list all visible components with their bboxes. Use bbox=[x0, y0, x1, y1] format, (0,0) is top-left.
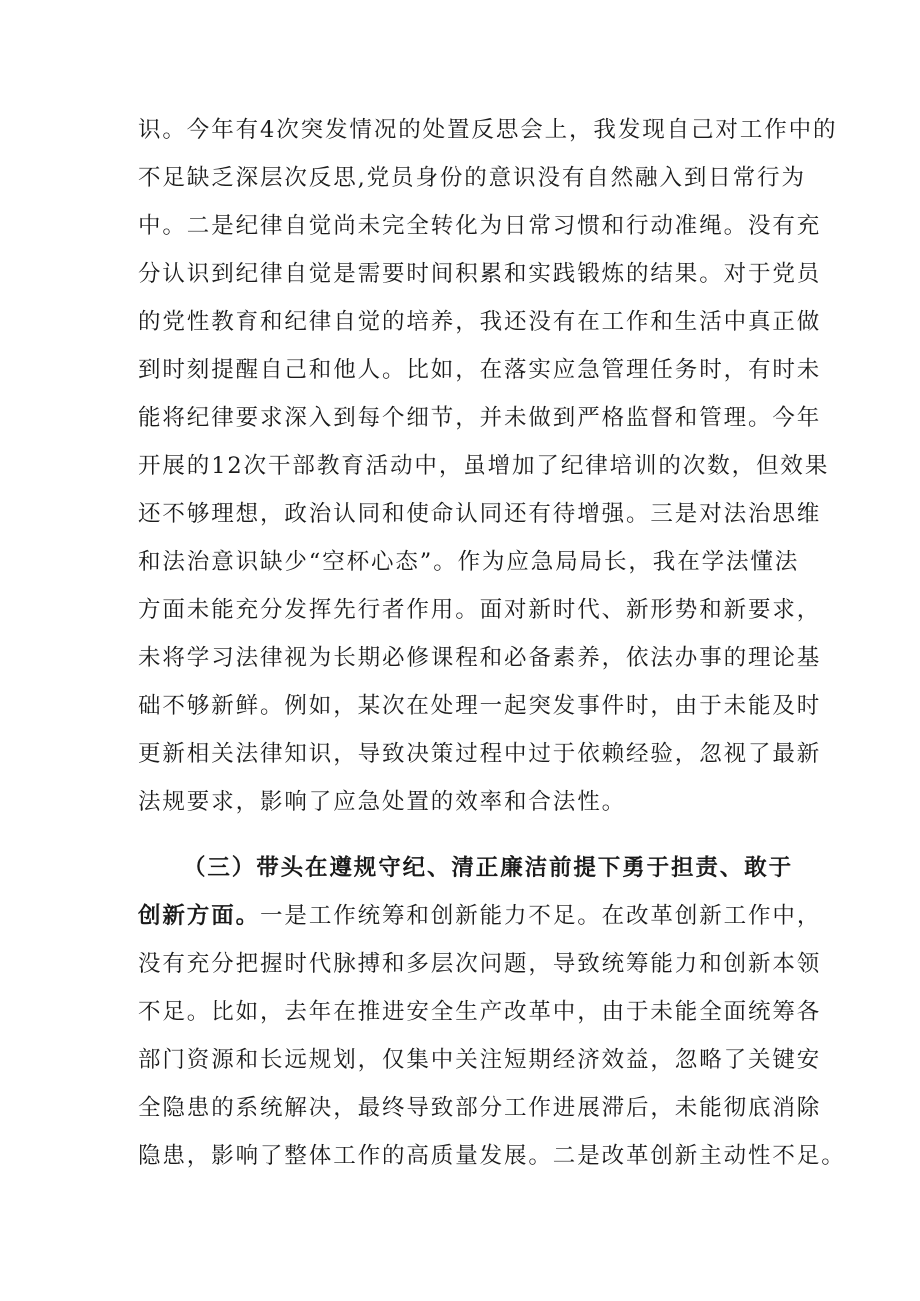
section-heading: （三）带头在遵规守纪、清正廉洁前提下勇于担责、敢于 bbox=[183, 855, 794, 881]
section-heading-continued bbox=[138, 899, 822, 933]
paragraph-line: 隐患，影响了整体工作的高质量发展。二是改革创新主动性不足。 bbox=[138, 1143, 846, 1169]
paragraph-line: 分认识到纪律自觉是需要时间积累和实践锻炼的结果。对于党员 bbox=[138, 261, 822, 287]
paragraph-line: 识。今年有4次突发情况的处置反思会上，我发现自己对工作中的 bbox=[138, 117, 838, 143]
paragraph-line: 更新相关法律知识，导致决策过程中过于依赖经验，忽视了最新 bbox=[138, 741, 822, 767]
section-heading-end: 创新方面。 bbox=[138, 903, 261, 929]
paragraph-line: 开展的12次干部教育活动中，虽增加了纪律培训的次数，但效果 bbox=[138, 453, 830, 479]
paragraph-line: 未将学习法律视为长期必修课程和必备素养，依法办事的理论基 bbox=[138, 645, 822, 671]
paragraph-line: 全隐患的系统解决，最终导致部分工作进展滞后，未能彻底消除 bbox=[138, 1095, 822, 1121]
paragraph-line: 方面未能充分发挥先行者作用。面对新时代、新形势和新要求， bbox=[138, 597, 822, 623]
paragraph-line: 部门资源和长远规划，仅集中关注短期经济效益，忽略了关键安 bbox=[138, 1047, 822, 1073]
paragraph-line: 不足缺乏深层次反思,党员身份的意识没有自然融入到日常行为 bbox=[138, 165, 806, 191]
paragraph-line: 能将纪律要求深入到每个细节，并未做到严格监督和管理。今年 bbox=[138, 405, 822, 431]
paragraph-line: 础不够新鲜。例如，某次在处理一起突发事件时，由于未能及时 bbox=[138, 693, 822, 719]
paragraph-line: 到时刻提醒自己和他人。比如，在落实应急管理任务时，有时未 bbox=[138, 357, 822, 383]
paragraph-line: 法规要求，影响了应急处置的效率和合法性。 bbox=[138, 789, 627, 815]
paragraph-line: 和法治意识缺少“空杯心态”。作为应急局局长，我在学法懂法 bbox=[138, 549, 800, 575]
paragraph-line: 没有充分把握时代脉搏和多层次问题，导致统筹能力和创新本领 bbox=[138, 951, 822, 977]
paragraph-line: 的党性教育和纪律自觉的培养，我还没有在工作和生活中真正做 bbox=[138, 309, 822, 335]
paragraph-line: 中。二是纪律自觉尚未完全转化为日常习惯和行动准绳。没有充 bbox=[138, 213, 822, 239]
section-text: 一是工作统筹和创新能力不足。在改革创新工作中， bbox=[260, 903, 822, 929]
paragraph-line: 还不够理想，政治认同和使命认同还有待增强。三是对法治思维 bbox=[138, 501, 822, 527]
paragraph-line: 不足。比如，去年在推进安全生产改革中，由于未能全面统筹各 bbox=[138, 999, 822, 1025]
